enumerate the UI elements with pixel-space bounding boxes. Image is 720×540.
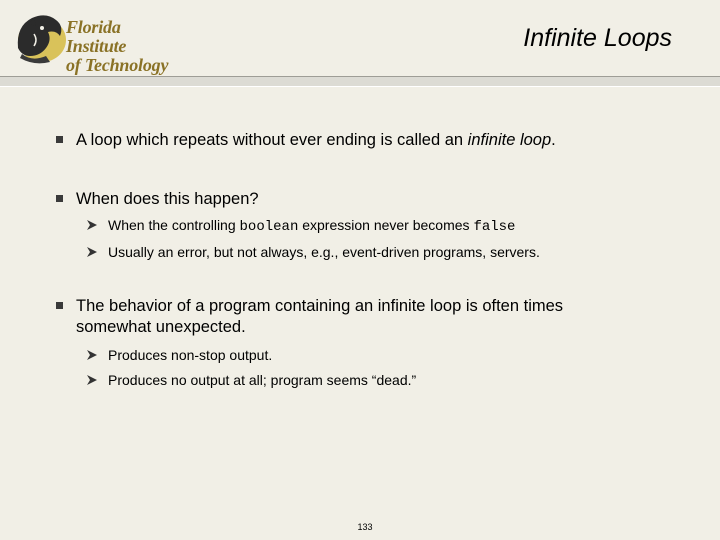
sub-bullet-text: Produces non-stop output.	[108, 347, 273, 363]
sub-text-pre: When the controlling	[108, 217, 240, 233]
logo-line-2: of Technology	[66, 55, 169, 75]
bullet-text-pre: A loop which repeats without ever ending is called an	[76, 131, 468, 149]
sub-text-mid: expression never becomes	[298, 217, 474, 233]
slide-title: Infinite Loops	[523, 24, 672, 52]
page-number: 133	[357, 522, 373, 532]
square-bullet-icon	[56, 302, 63, 309]
institute-logo	[12, 10, 182, 75]
sub-bullet-text: Produces no output at all; program seems “dead.”	[108, 372, 417, 388]
bullet-text-line-1: The behavior of a program containing an infinite loop is often times	[76, 297, 564, 315]
code-keyword: false	[473, 219, 516, 235]
panther-emblem-icon	[12, 10, 70, 64]
square-bullet-icon	[56, 195, 63, 202]
bullet-text-post: .	[551, 131, 556, 149]
logo-wordmark	[66, 18, 182, 75]
arrow-bullet-icon	[86, 219, 98, 231]
bullet-text-emphasis: infinite loop	[467, 131, 552, 149]
logo-line-1: Florida Institute	[66, 17, 127, 56]
bullet-text	[76, 296, 646, 338]
arrow-bullet-icon	[86, 246, 98, 258]
sub-bullet-text: Usually an error, but not always, e.g., event-driven programs, servers.	[108, 244, 540, 260]
code-keyword: boolean	[239, 219, 299, 235]
arrow-bullet-icon	[86, 374, 98, 386]
bullet-text: When does this happen?	[76, 190, 259, 208]
sub-bullet-text	[108, 216, 515, 236]
arrow-bullet-icon	[86, 349, 98, 361]
square-bullet-icon	[56, 136, 63, 143]
bullet-text	[76, 130, 646, 151]
title-divider	[0, 76, 720, 87]
bullet-text-line-2: somewhat unexpected.	[76, 318, 246, 336]
